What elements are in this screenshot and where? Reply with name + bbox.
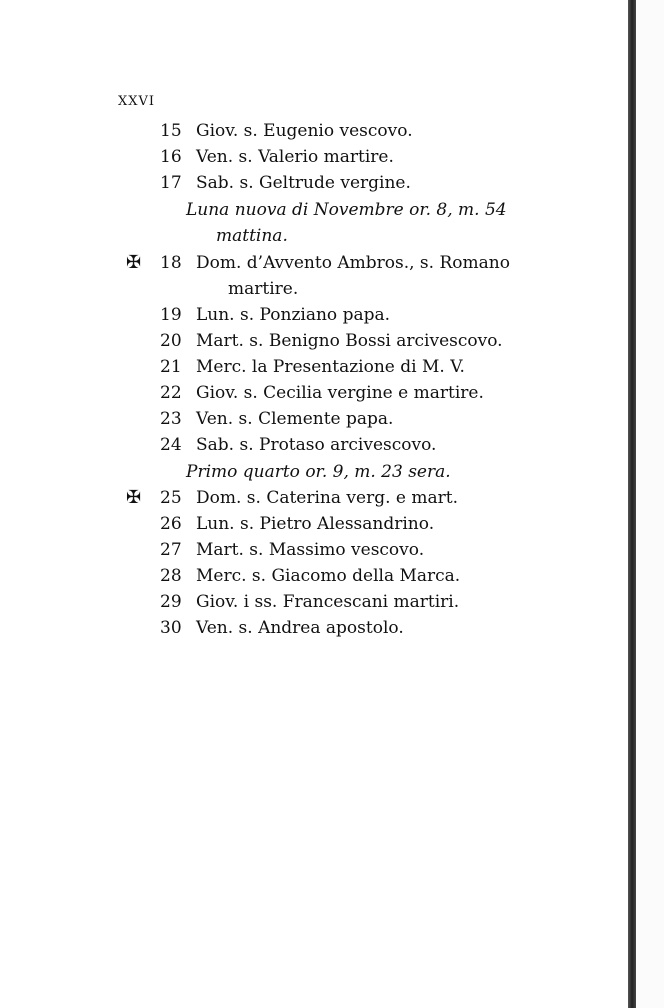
- moon-phase-text: mattina.: [216, 226, 288, 246]
- day-text: Dom. d’Avvento Ambros., s. Romano: [196, 253, 510, 273]
- day-text: Dom. s. Caterina verg. e mart.: [196, 488, 458, 508]
- day-number: 23: [160, 409, 182, 429]
- moon-phase-text: Luna nuova di Novembre or. 8, m. 54: [186, 200, 507, 220]
- moon-phase-text: Primo quarto or. 9, m. 23 sera.: [186, 462, 451, 482]
- day-text: Giov. s. Eugenio vescovo.: [196, 121, 413, 141]
- day-text: Merc. la Presentazione di M. V.: [196, 357, 465, 377]
- day-number: 19: [160, 305, 182, 325]
- page-number: XXVI: [118, 94, 156, 109]
- day-number: 28: [160, 566, 182, 586]
- day-text: Lun. s. Pietro Alessandrino.: [196, 514, 435, 534]
- feast-cross-icon: ✠: [126, 487, 142, 508]
- day-number: 15: [160, 121, 182, 141]
- day-number: 27: [160, 540, 182, 560]
- day-text: Giov. s. Cecilia vergine e martire.: [196, 383, 484, 403]
- day-number: 29: [160, 592, 182, 612]
- day-number: 26: [160, 514, 182, 534]
- day-text: Ven. s. Clemente papa.: [196, 409, 394, 429]
- day-text: Ven. s. Valerio martire.: [196, 147, 394, 167]
- day-text: Sab. s. Geltrude vergine.: [196, 173, 411, 193]
- day-number: 30: [160, 618, 182, 638]
- day-number: 22: [160, 383, 182, 403]
- day-number: 16: [160, 147, 182, 167]
- day-text: Ven. s. Andrea apostolo.: [196, 618, 404, 638]
- day-text: Giov. i ss. Francescani martiri.: [196, 592, 460, 612]
- day-number: 20: [160, 331, 182, 351]
- day-number: 21: [160, 357, 182, 377]
- day-text: Lun. s. Ponziano papa.: [196, 305, 391, 325]
- book-spine-shadow: [628, 0, 636, 1008]
- page-edge: [636, 0, 664, 1008]
- day-text: Sab. s. Protaso arcivescovo.: [196, 435, 437, 455]
- day-number: 25: [160, 488, 182, 508]
- day-number: 18: [160, 253, 182, 273]
- day-text: Mart. s. Massimo vescovo.: [196, 540, 425, 560]
- day-text: Merc. s. Giacomo della Marca.: [196, 566, 461, 586]
- day-number: 24: [160, 435, 182, 455]
- day-text: Mart. s. Benigno Bossi arcivescovo.: [196, 331, 503, 351]
- day-text: martire.: [228, 279, 299, 299]
- day-number: 17: [160, 173, 182, 193]
- feast-cross-icon: ✠: [126, 252, 142, 273]
